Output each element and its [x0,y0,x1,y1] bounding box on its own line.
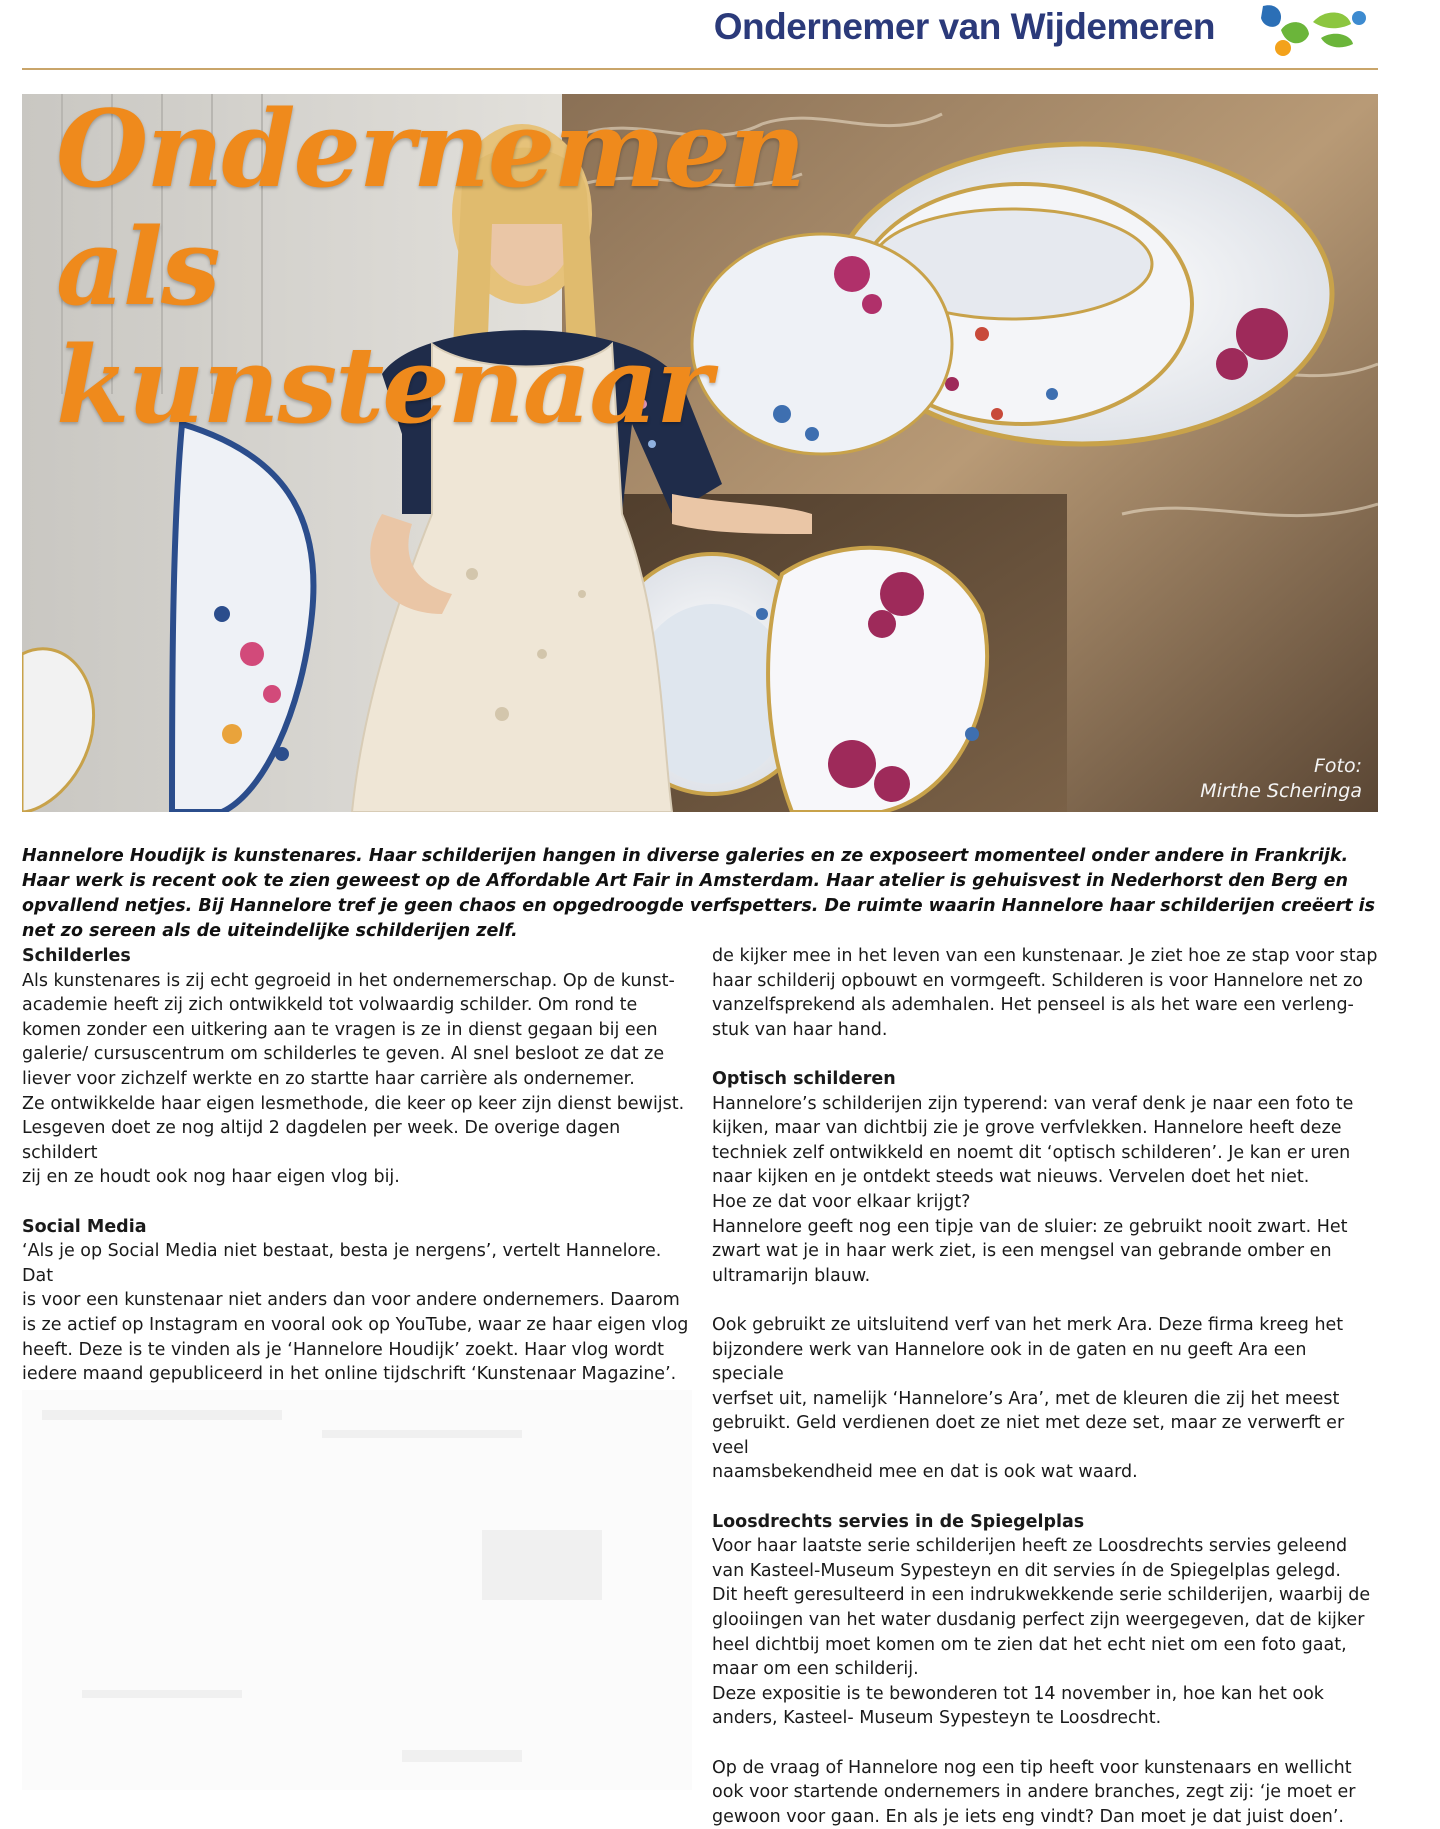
article-headline [56,94,804,447]
photo-credit [1200,754,1362,804]
article-column-left [22,944,692,1436]
headline-line: als [56,204,219,329]
headline-line: kunstenaar [56,322,710,447]
section-body: Ook gebruikt ze uitsluitend verf van het merk Ara. Deze firma kreeg het bijzondere werk van Hannelore ook in de gaten en nu geeft Ara een speciale verfset uit, namelijk ‘Hannelore’s Ara’, met de kleuren die zij het meest gebruikt. Geld verdienen doet ze niet met deze set, maar ze verwerft er veel naamsbekendheid mee en dat is ook wat waard. [712,1314,1345,1483]
section-body: ‘Als je op Social Media niet bestaat, besta je nergens’, vertelt Hannelore. Dat is voor een kunstenaar niet anders dan voor andere ondernemers. Daarom is ze actief op Instagram en vooral ook op YouTube, waar ze haar eigen vlog heeft. Deze is te vinden als je ‘Hannelore Houdijk’ zoekt. Haar vlog wordt iedere maand gepubliceerd in het online tijdschrift ‘Kunstenaar Magazine’. [22,1241,689,1385]
headline-line: Ondernemen [56,94,804,211]
section-heading: Social Media [22,1216,147,1237]
section-body: Als kunstenares is zij echt gegroeid in het ondernemerschap. Op de kunst- academie heeft zij zich ontwikkeld tot volwaardig schilder. Om rond te komen zonder een uitkering aan te vragen is ze in dienst gegaan bij een galerie/ cursuscentrum om schilderles te geven. Al snel besloot ze dat ze liever voor zichzelf werkte en zo startte haar carrière als ondernemer. Ze ontwikkelde haar eigen lesmethode, die keer op keer zijn dienst bewijst. Lesgeven doet ze nog altijd 2 dagdelen per week. De overige dagen schildert zij en ze houdt ook nog haar eigen vlog bij. [22,970,685,1188]
section-body: de kijker mee in het leven van een kunstenaar. Je ziet hoe ze stap voor stap haar schilderij opbouwt en vormgeeft. Schilderen is voor Hannelore net zo vanzelfsprekend als ademhalen. Het penseel is als het ware een verleng- stuk van haar hand. [712,946,1378,1040]
article-intro: Hannelore Houdijk is kunstenares. Haar schilderijen hangen in diverse galeries en ze exposeert momenteel onder andere in Frankrijk. Haar werk is recent ook te zien geweest op de Affordable Art Fair in Amsterdam. Haar atelier is gehuisvest in Nederhorst den Berg en opvallend netjes. Bij Hannelore tref je geen chaos en opgedroogde verfspetters. De ruimte waarin Hannelore haar schilderijen creëert is net zo sereen als de uiteindelijke schilderijen zelf. [22,846,1376,941]
header-divider [22,68,1378,70]
section-body: Op de vraag of Hannelore nog een tip heeft voor kunstenaars en wellicht ook voor startende ondernemers in andere branches, zegt zij: ‘je moet er gewoon voor gaan. En als je iets eng vindt? Dan moet je dat juist doen’. [712,1757,1356,1827]
section-body: Hannelore’s schilderijen zijn typerend: van veraf denk je naar een foto te kijken, maar van dichtbij zie je grove verfvlekken. Hannelore heeft deze techniek zelf ontwikkeld en noemt dit ‘optisch schilderen’. Je kan er uren naar kijken en je ontdekt steeds wat nieuws. Vervelen doet het niet. Hoe ze dat voor elkaar krijgt? Hannelore geeft nog een tipje van de sluier: ze gebruikt nooit zwart. Het zwart wat je in haar werk ziet, is een mengsel van gebrande omber en ultramarijn blauw. [712,1093,1354,1286]
photo-credit-name: Mirthe Scheringa [1200,780,1362,802]
section-heading: Optisch schilderen [712,1068,896,1089]
section-heading: Schilderles [22,946,131,966]
wijdemeren-logo-icon [1255,0,1375,60]
faded-bleed-through [22,1390,692,1790]
section-body: Voor haar laatste serie schilderijen heeft ze Loosdrechts servies geleend van Kasteel-Museum Sypesteyn en dit servies ín de Spiegelplas gelegd. Dit heeft geresulteerd in een indrukwekkende serie schilderijen, waarbij de glooiingen van het water dusdanig perfect zijn weergegeven, dat de kijker heel dichtbij moet komen om te zien dat het echt niet om een foto gaat, maar om een schilderij. Deze expositie is te bewonderen tot 14 november in, hoe kan het ook anders, Kasteel- Museum Sypesteyn te Loosdrecht. [712,1536,1371,1729]
hero-photo [22,94,1378,812]
page-header-title: Ondernemer van Wijdemeren [713,6,1215,47]
article-column-right [712,944,1380,1829]
photo-credit-label: Foto: [1313,755,1362,777]
section-heading: Loosdrechts servies in de Spiegelplas [712,1511,1085,1532]
